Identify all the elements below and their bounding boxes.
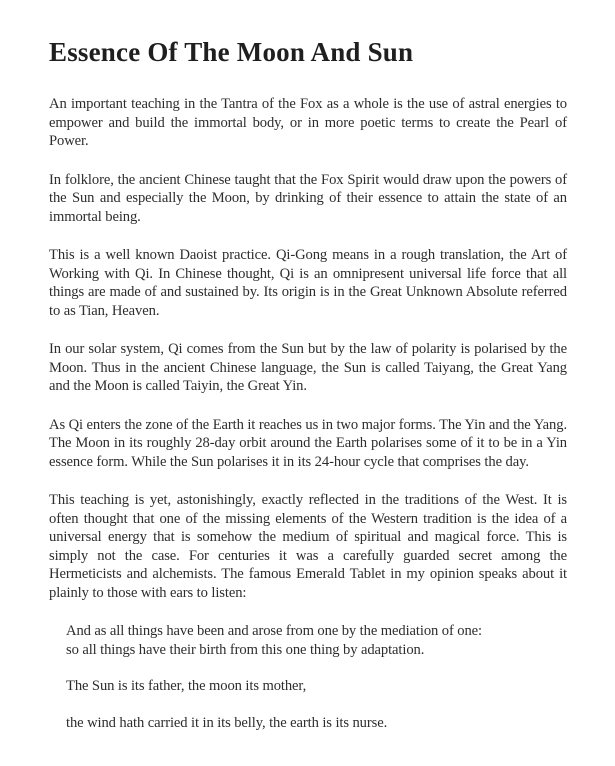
paragraph-1: An important teaching in the Tantra of the Fox as a whole is the use of astral energies to empower and build the immortal body, or in more poetic terms to create the Pearl of Power. bbox=[49, 96, 567, 150]
paragraph-6: This teaching is yet, astonishingly, exactly reflected in the traditions of the West. It is often thought that one of the missing elements of the Western tradition is the idea of a universal energy that is somehow the medium of spiritual and magical force. This is simply not the case. For centuries it was a carefully guarded secret among the Hermeticists and alchemists. The famous Emerald Tablet in my opinion speaks about it plainly to those with ears to listen: bbox=[49, 492, 567, 601]
paragraph-3: This is a well known Daoist practice. Qi-Gong means in a rough translation, the Art of Working with Qi. In Chinese thought, Qi is an omnipresent universal life force that all things are made of and sustained by. Its origin is in the Great Unknown Absolute referred to as Tian, Heaven. bbox=[49, 247, 567, 319]
paragraph-5: As Qi enters the zone of the Earth it reaches us in two major forms. The Yin and the Yang. The Moon in its roughly 28-day orbit around the Earth polarises some of it to be in a Yin essence form. While the Sun polarises it in its 24-hour cycle that comprises the day. bbox=[49, 416, 567, 470]
quote-block-1 bbox=[66, 622, 567, 659]
quote-line: The Sun is its father, the moon its mother, bbox=[66, 678, 307, 695]
paragraph-4: In our solar system, Qi comes from the Sun but by the law of polarity is polarised by the Moon. Thus in the ancient Chinese language, the Sun is called Taiyang, the Great Yang and the Moon is called Taiyin, the Great Yin. bbox=[49, 341, 567, 395]
quote-block-3 bbox=[66, 714, 567, 733]
quote-line: so all things have their birth from this one thing by adaptation. bbox=[66, 641, 425, 658]
quote-line: And as all things have been and arose from one by the mediation of one: bbox=[66, 623, 482, 640]
paragraph-2: In folklore, the ancient Chinese taught that the Fox Spirit would draw upon the powers of the Sun and especially the Moon, by drinking of their essence to attain the state of an immortal being. bbox=[49, 171, 567, 225]
quote-line: the wind hath carried it in its belly, the earth is its nurse. bbox=[66, 714, 388, 731]
page-title: Essence Of The Moon And Sun bbox=[49, 37, 414, 67]
quote-block-2 bbox=[66, 677, 567, 696]
